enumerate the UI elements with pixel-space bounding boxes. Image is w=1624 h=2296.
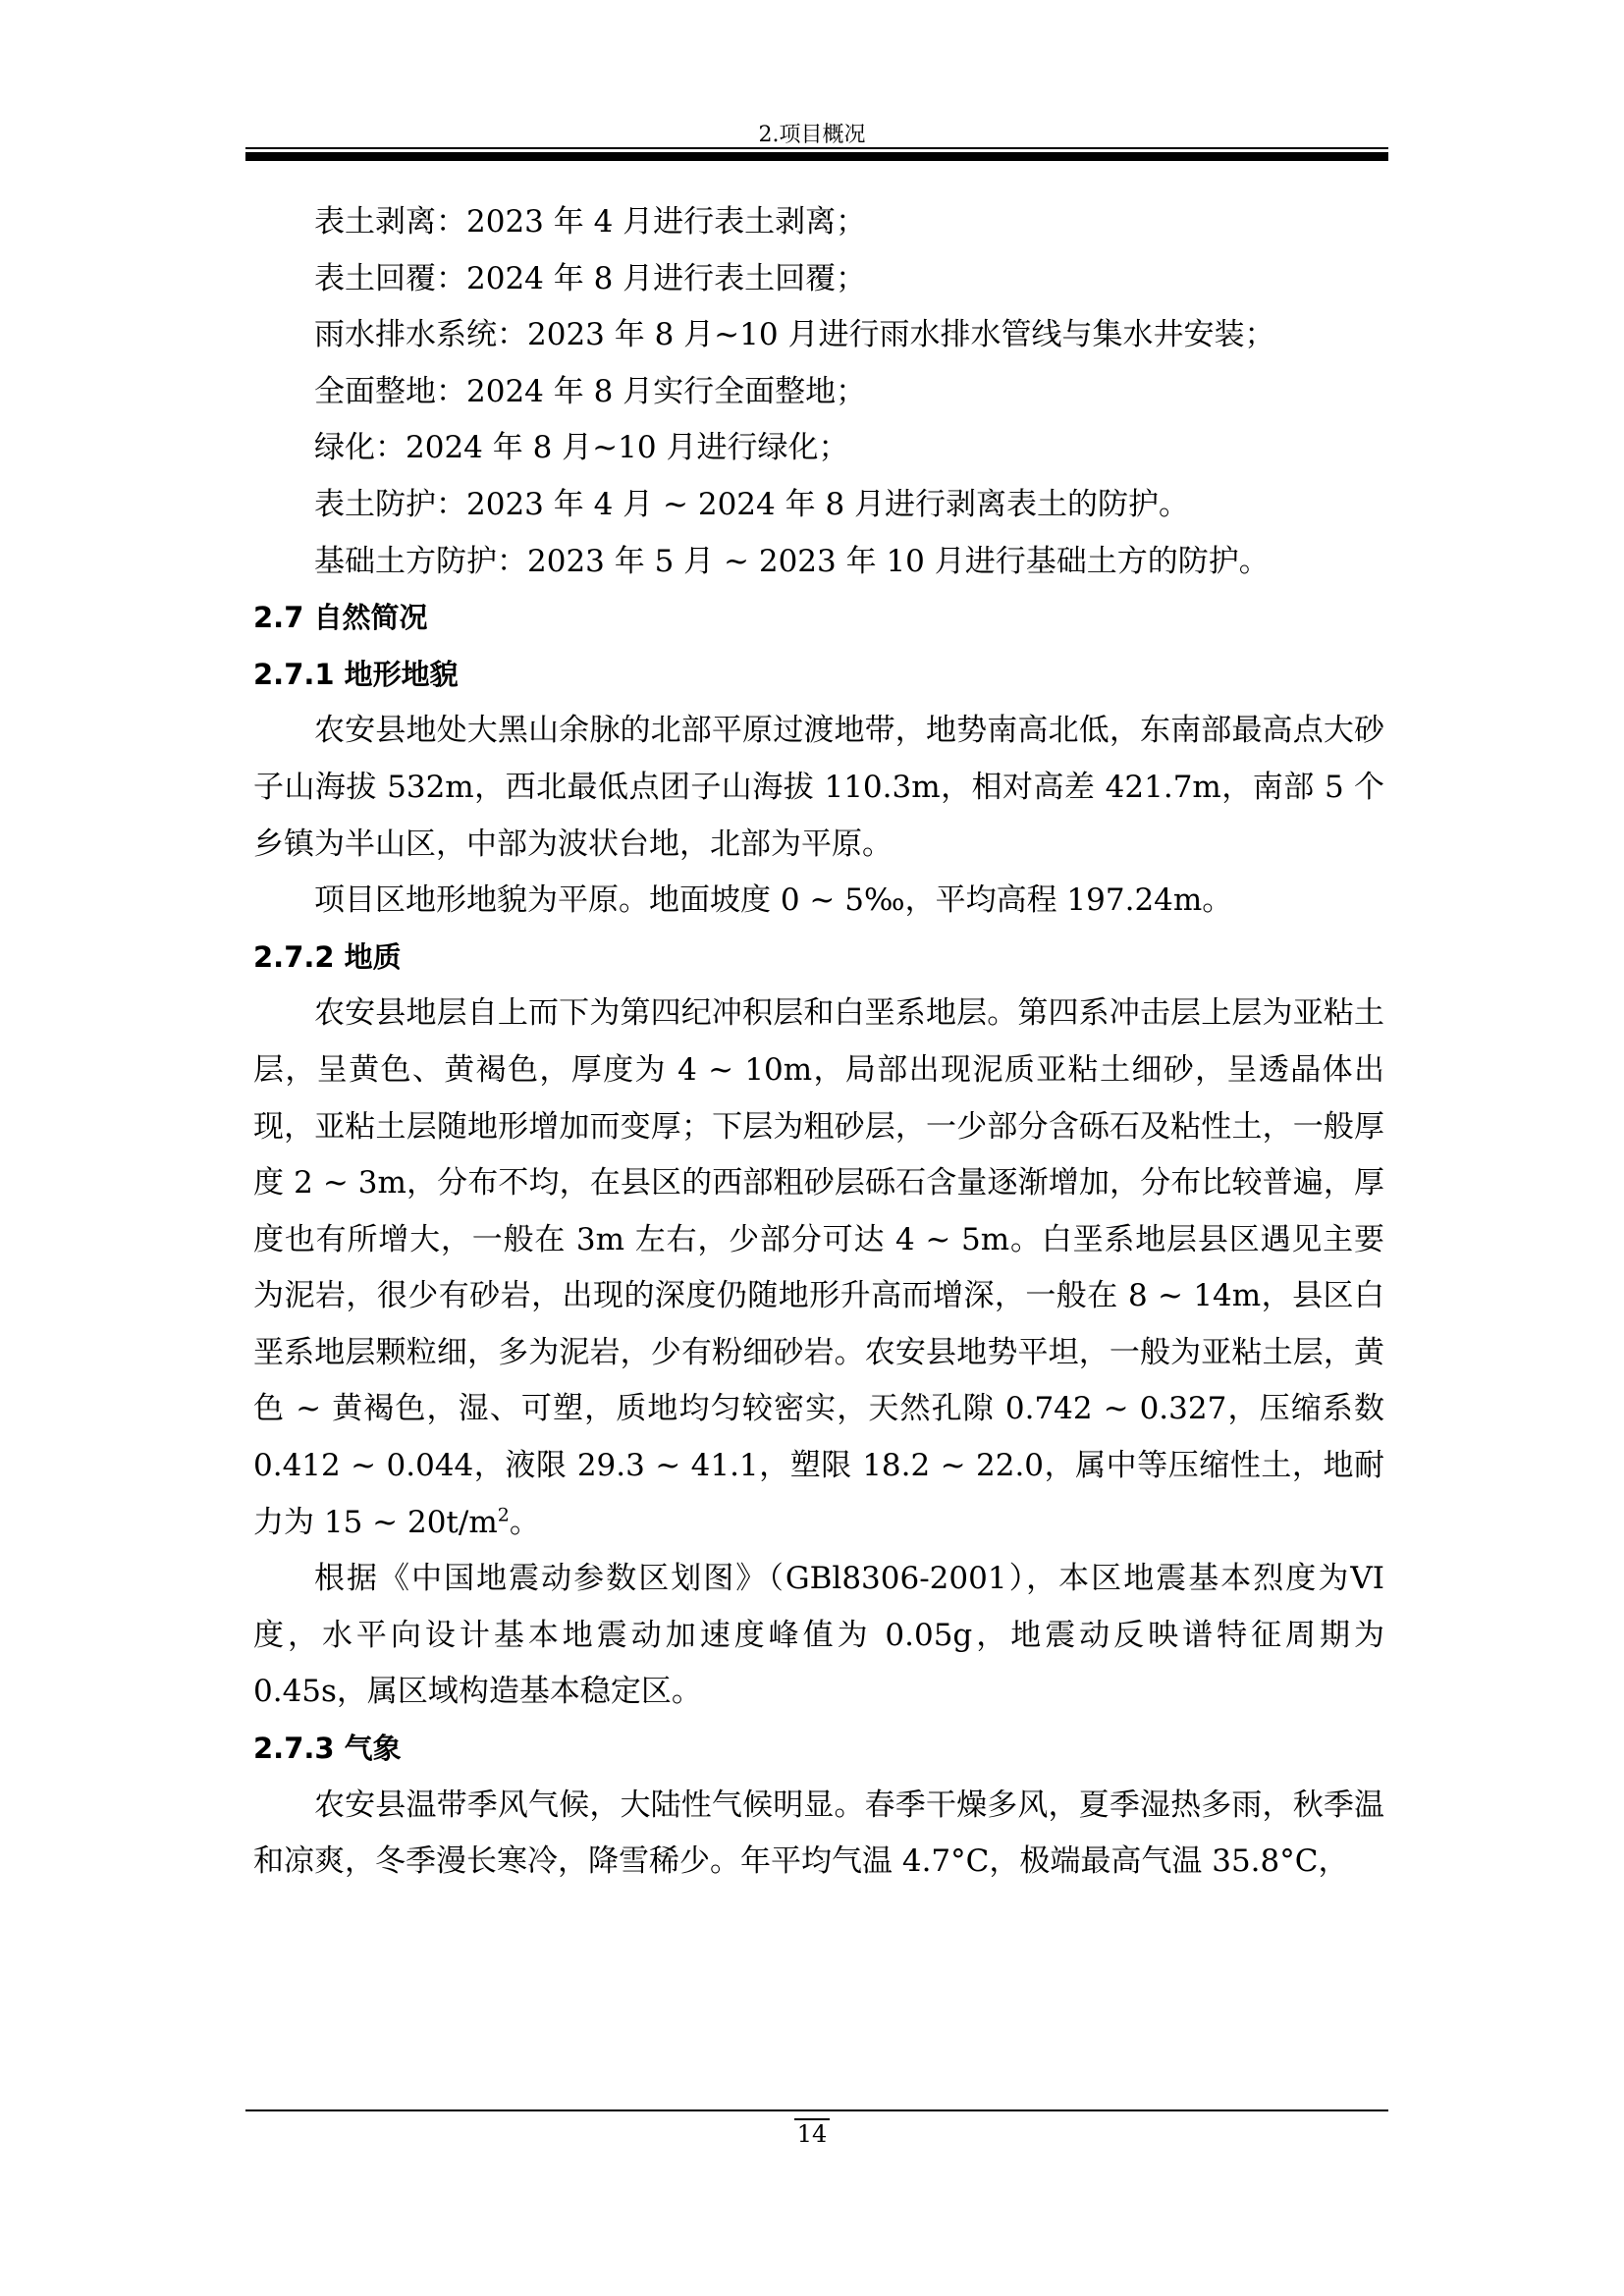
section-heading-climate: 2.7.3 气象 xyxy=(253,1732,402,1766)
geology-text-end: 。 xyxy=(509,1504,540,1540)
section-heading-natural-conditions: 2.7 自然简况 xyxy=(253,601,428,635)
schedule-item: 绿化：2024 年 8 月~10 月进行绿化； xyxy=(314,430,849,466)
header-rule-thick xyxy=(245,152,1388,161)
geology-text: 农安县地层自上而下为第四纪冲积层和白垩系地层。第四系冲击层上层为亚粘土层，呈黄色、黄褐色，厚度为 4 ~ 10m，局部出现泥质亚粘土细砂，呈透晶体出现，亚粘土层随地形增加而变厚；下层为粗砂层，一少部分含砾石及粘性土，一般厚度 2 ~ 3m，分布不均，在县区的西部粗砂层砾石含量逐渐增加，分布比较普遍，厚度也有所增大，一般在 3m 左右，少部分可达 4 ~ 5m。白垩系地层县区遇见主要为泥岩，很少有砂岩，出现的深度仍随地形升高而增深，一般在 8 ~ 14m，县区白垩系地层颗粒细，多为泥岩，少有粉细砂岩。农安县地势平坦，一般为亚粘土层，黄色 ~ 黄褐色，湿、可塑，质地均匀较密实，天然孔隙 0.742 ~ 0.327，压缩系数 0.412 ~ 0.044，液限 29.3 ~ 41.1，塑限 18.2 ~ 22.0，属中等压缩性土，地耐力为 15 ~ 20t/m xyxy=(253,995,1384,1540)
terrain-paragraph: 农安县地处大黑山余脉的北部平原过渡地带，地势南高北低，东南部最高点大砂子山海拔 532m，西北最低点团子山海拔 110.3m，相对高差 421.7m，南部 5 个乡镇为半山区，中部为波状台地，北部为平原。 xyxy=(253,713,1384,862)
schedule-item: 雨水排水系统：2023 年 8 月~10 月进行雨水排水管线与集水井安装； xyxy=(314,317,1275,353)
schedule-item: 全面整地：2024 年 8 月实行全面整地； xyxy=(314,373,867,409)
page-number xyxy=(0,2120,1624,2148)
section-heading-geology: 2.7.2 地质 xyxy=(253,939,402,974)
page-body xyxy=(253,194,1384,1891)
climate-paragraph: 农安县温带季风气候，大陆性气候明显。春季干燥多风，夏季湿热多雨，秋季温和凉爽，冬季漫长寒冷，降雪稀少。年平均气温 4.7°C，极端最高气温 35.8°C， xyxy=(253,1787,1384,1880)
header-rule-thin xyxy=(245,147,1388,149)
geology-paragraph xyxy=(253,986,1384,1551)
schedule-item: 基础土方防护：2023 年 5 月 ~ 2023 年 10 月进行基础土方的防护。 xyxy=(314,543,1270,579)
footer-rule xyxy=(245,2109,1388,2111)
running-header: 2.项目概况 xyxy=(758,123,866,147)
superscript-2: 2 xyxy=(497,1504,510,1526)
schedule-item: 表土剥离：2023 年 4 月进行表土剥离； xyxy=(314,204,867,240)
schedule-item: 表土防护：2023 年 4 月 ~ 2024 年 8 月进行剥离表土的防护。 xyxy=(314,486,1190,522)
seismic-paragraph: 根据《中国地震动参数区划图》（GBl8306-2001），本区地震基本烈度为VI度，水平向设计基本地震动加速度峰值为 0.05g，地震动反映谱特征周期为 0.45s，属区域构造基本稳定区。 xyxy=(253,1561,1384,1710)
page-number-text: 14 xyxy=(794,2118,831,2148)
section-heading-terrain: 2.7.1 地形地貌 xyxy=(253,657,459,691)
terrain-paragraph-project: 项目区地形地貌为平原。地面坡度 0 ~ 5‰，平均高程 197.24m。 xyxy=(314,882,1233,919)
schedule-item: 表土回覆：2024 年 8 月进行表土回覆； xyxy=(314,260,867,296)
